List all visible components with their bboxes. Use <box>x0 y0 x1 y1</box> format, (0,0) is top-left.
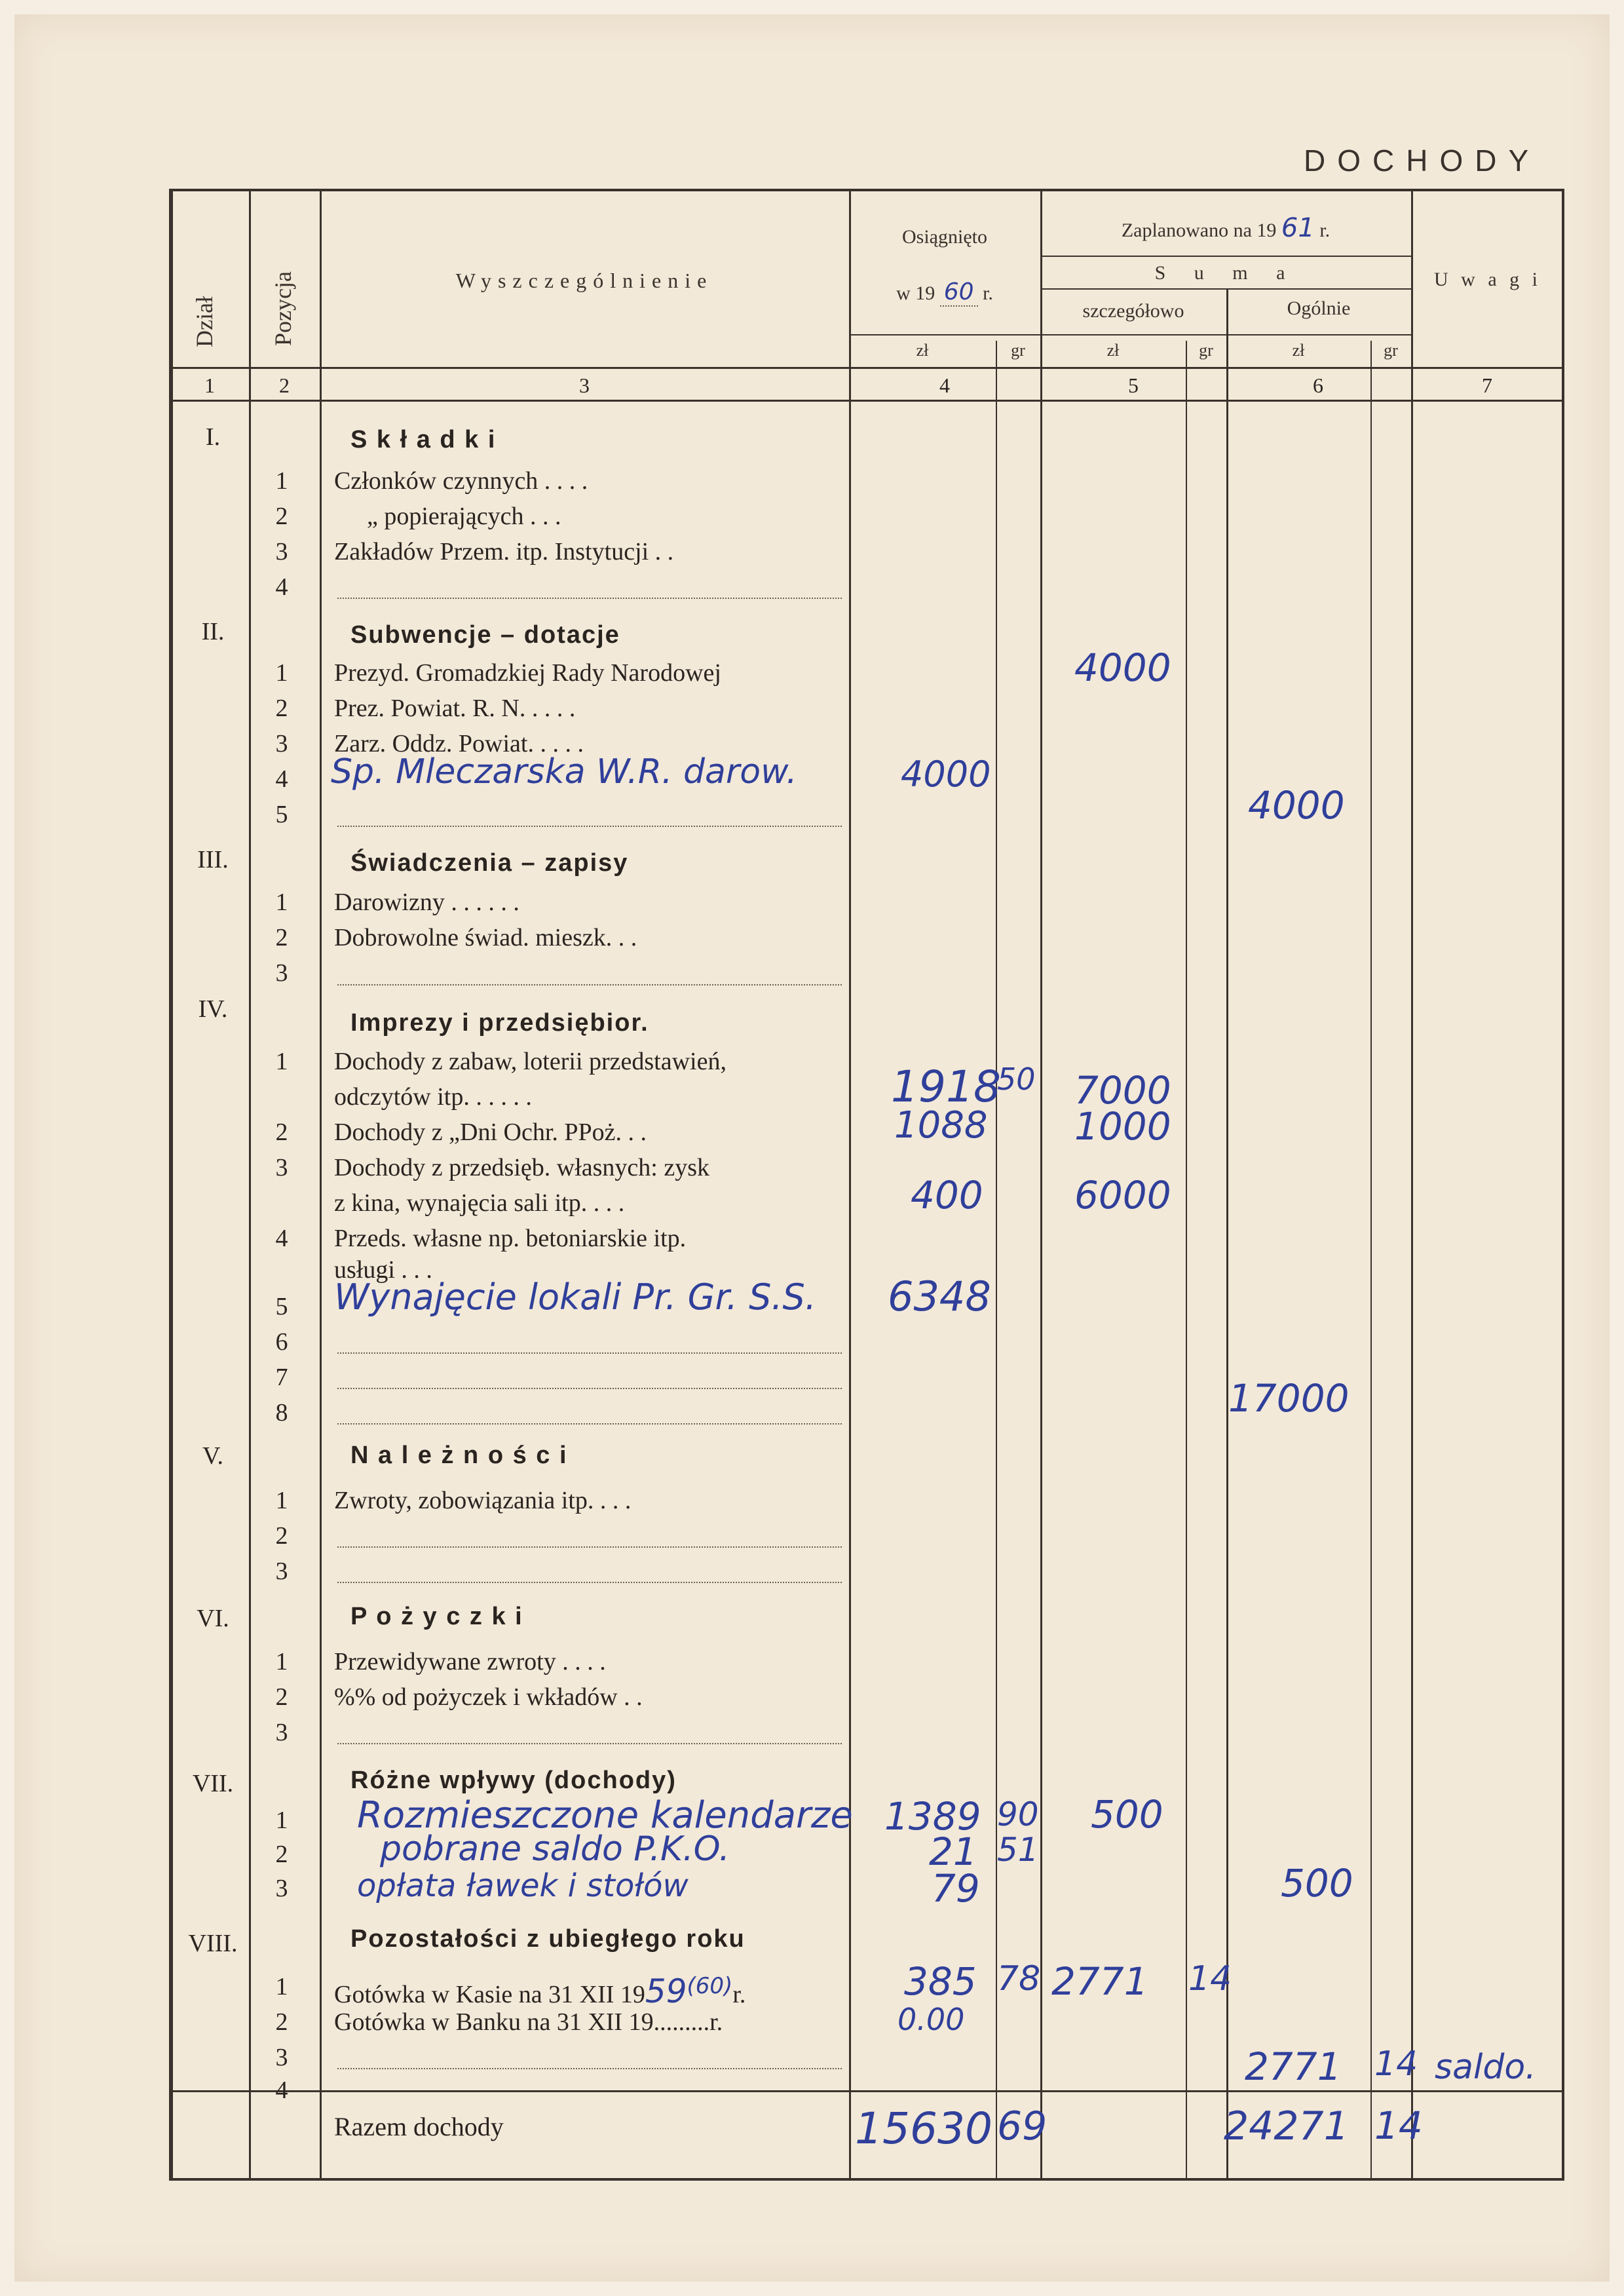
handwritten-vii2-osiagnieto-zl: 21 <box>929 1829 977 1874</box>
handwritten-iv5-description: Wynajęcie lokali Pr. Gr. S.S. <box>334 1276 816 1318</box>
handwritten-vii2-description: pobrane saldo P.K.O. <box>380 1829 730 1869</box>
row-description-text: Gotówka w Kasie na 31 XII 19 <box>334 1981 645 2008</box>
handwritten-iv5-osiagnieto: 6348 <box>888 1272 991 1320</box>
col-number-4: 4 <box>939 373 950 397</box>
row-description: Zarz. Oddz. Powiat. . . . . <box>334 730 584 757</box>
header-wyszczegolnienie: Wyszczególnienie <box>455 269 713 292</box>
unit-zl-4: zł <box>916 341 929 360</box>
osiagnieto-year-suffix: r. <box>983 282 993 304</box>
unit-gr-6: gr <box>1384 341 1398 360</box>
zaplanowano-year: 61 <box>1281 213 1315 243</box>
handwritten-iv1-plan: 7000 <box>1074 1068 1171 1113</box>
position-number: 1 <box>275 1648 288 1675</box>
position-number: 4 <box>275 765 288 793</box>
handwritten-viii1-plan-zl: 2771 <box>1051 1959 1148 2004</box>
row-description: „ popierających . . . <box>367 503 561 530</box>
row-description: Prezyd. Gromadzkiej Rady Narodowej <box>334 659 721 687</box>
handwritten-vii1-description: Rozmieszczone kalendarze <box>357 1794 853 1837</box>
dotted-line <box>337 1352 842 1354</box>
section-title: Różne wpływy (dochody) <box>350 1767 677 1794</box>
section-number: II. <box>201 618 225 645</box>
handwritten-vii1-osiagnieto-zl: 1389 <box>884 1794 981 1839</box>
handwritten-viii4-uwagi: saldo. <box>1435 2048 1536 2087</box>
row-description: Dochody z zabaw, loterii przedstawień, <box>334 1048 727 1075</box>
header-zaplanowano-row <box>1040 213 1411 243</box>
header-line-suma <box>1040 288 1411 290</box>
year-suffix: r. <box>732 1981 746 2008</box>
col-divider-2 <box>320 189 322 2181</box>
header-uwagi: U w a g i <box>1434 269 1541 290</box>
position-number: 7 <box>275 1364 288 1391</box>
dotted-line <box>337 1546 842 1548</box>
position-number: 2 <box>275 1119 288 1146</box>
row-description: Zakładów Przem. itp. Instytucji . . <box>334 538 674 565</box>
position-number: 6 <box>275 1328 288 1356</box>
position-number: 1 <box>275 467 288 495</box>
position-number: 3 <box>275 2044 288 2071</box>
section-title: Imprezy i przedsiębior. <box>350 1009 649 1037</box>
total-label: Razem dochody <box>334 2112 504 2141</box>
section-number: VI. <box>197 1605 229 1632</box>
col-divider-5 <box>1226 288 1228 2181</box>
unit-zl-6: zł <box>1292 341 1305 360</box>
handwritten-viii4-ogolnie-gr: 14 <box>1374 2044 1418 2084</box>
row-description: Zwroty, zobowiązania itp. . . . <box>334 1487 632 1514</box>
position-number: 2 <box>275 1522 288 1550</box>
handwritten-viii1-osiagnieto-zl: 385 <box>904 1959 977 2004</box>
position-number: 3 <box>275 959 288 987</box>
handwritten-year: 59 <box>645 1972 687 2010</box>
position-number: 4 <box>275 1225 288 1252</box>
handwritten-total-ogolnie-zl: 24271 <box>1224 2103 1349 2149</box>
header-dzial: Dział <box>191 296 217 347</box>
position-number: 1 <box>275 659 288 687</box>
header-line-bottom <box>169 400 1564 402</box>
col-number-1: 1 <box>204 373 215 397</box>
position-number: 2 <box>275 503 288 530</box>
handwritten-viii1-osiagnieto-gr: 78 <box>997 1959 1041 1999</box>
row-description: odczytów itp. . . . . . <box>334 1083 532 1111</box>
handwritten-viii4-ogolnie-zl: 2771 <box>1245 2044 1342 2089</box>
row-description: Darowizny . . . . . . <box>334 889 519 916</box>
position-number: 1 <box>275 1973 288 2000</box>
row-description: Dobrowolne świad. mieszk. . . <box>334 924 637 951</box>
handwritten-ii1-plan: 4000 <box>1074 645 1171 690</box>
position-number: 4 <box>275 2076 288 2104</box>
zaplanowano-year-suffix: r. <box>1319 220 1331 241</box>
header-osiagnieto: Osiągnięto <box>902 226 987 248</box>
header-line-zaplanowano <box>1040 256 1411 257</box>
section-title: S k ł a d k i <box>350 426 497 453</box>
handwritten-iv2-osiagnieto: 1088 <box>894 1104 988 1147</box>
dotted-line <box>337 1388 842 1389</box>
section-title: N a l e ż n o ś c i <box>350 1442 568 1469</box>
position-number: 3 <box>275 1558 288 1585</box>
col-divider-3b <box>996 341 997 2181</box>
section-number: IV. <box>198 995 228 1023</box>
handwritten-year-alt: (60) <box>687 1973 733 2000</box>
header-szczegolowo: szczegółowo <box>1082 300 1184 322</box>
row-description: Gotówka w Banku na 31 XII 19.........r. <box>334 2008 723 2036</box>
header-osiagnieto-year-row <box>849 278 1040 305</box>
handwritten-viii1-plan-gr: 14 <box>1188 1959 1232 1999</box>
dotted-line <box>337 1743 842 1744</box>
position-number: 1 <box>275 889 288 916</box>
position-number: 3 <box>275 1154 288 1181</box>
col-number-3: 3 <box>579 373 590 397</box>
section-title: Pozostałości z ubiegłego roku <box>350 1925 746 1953</box>
unit-zl-5: zł <box>1106 341 1120 360</box>
dotted-line <box>337 984 842 985</box>
row-description: Przewidywane zwroty . . . . <box>334 1648 606 1675</box>
handwritten-ii4-description: Sp. Mleczarska W.R. darow. <box>331 752 797 792</box>
osiagnieto-year-prefix: w 19 <box>896 282 935 304</box>
row-description: Prez. Powiat. R. N. . . . . <box>334 695 576 722</box>
header-line-zl <box>849 334 1411 335</box>
header-zaplanowano: Zaplanowano na 19 <box>1121 220 1277 241</box>
handwritten-ii-ogolnie: 4000 <box>1248 783 1345 828</box>
handwritten-iv1-osiagnieto-gr: 50 <box>997 1062 1036 1097</box>
position-number: 5 <box>275 1293 288 1320</box>
handwritten-vii2-osiagnieto-gr: 51 <box>997 1831 1039 1869</box>
handwritten-vii1-plan: 500 <box>1091 1792 1163 1837</box>
col-number-7: 7 <box>1482 373 1492 397</box>
position-number: 3 <box>275 1875 288 1902</box>
header-ogolnie: Ogólnie <box>1287 297 1351 319</box>
section-number: III. <box>197 846 229 873</box>
osiagnieto-year: 60 <box>940 278 978 307</box>
header-line-numbers <box>169 367 1564 369</box>
position-number: 1 <box>275 1487 288 1514</box>
handwritten-iv3-osiagnieto: 400 <box>911 1173 983 1217</box>
section-number: VIII. <box>188 1930 238 1957</box>
row-description <box>334 1972 746 2010</box>
col-divider-4b <box>1186 341 1187 2181</box>
row-description: Członków czynnych . . . . <box>334 467 588 495</box>
section-number: V. <box>202 1442 224 1470</box>
header-suma: S u m a <box>1154 262 1297 284</box>
unit-gr-4: gr <box>1011 341 1025 360</box>
total-line <box>169 2090 1564 2092</box>
position-number: 2 <box>275 1683 288 1711</box>
handwritten-ii4-osiagnieto: 4000 <box>901 754 991 795</box>
handwritten-vii3-osiagnieto: 79 <box>932 1866 980 1911</box>
handwritten-vii3-description: opłata ławek i stołów <box>357 1867 689 1904</box>
page-title: DOCHODY <box>1304 144 1541 178</box>
section-number: VII. <box>192 1770 234 1797</box>
col-divider-3 <box>849 189 851 2181</box>
row-description: %% od pożyczek i wkładów . . <box>334 1683 643 1711</box>
dotted-line <box>337 826 842 827</box>
header-pozycja: Pozycja <box>270 271 296 346</box>
position-number: 2 <box>275 695 288 722</box>
unit-gr-5: gr <box>1199 341 1213 360</box>
position-number: 2 <box>275 1841 288 1868</box>
row-description: Dochody z „Dni Ochr. PPoż. . . <box>334 1119 647 1146</box>
position-number: 3 <box>275 538 288 565</box>
handwritten-total-osiagnieto-zl: 15630 <box>855 2103 992 2154</box>
position-number: 3 <box>275 1719 288 1746</box>
col-divider-4 <box>1040 189 1042 2181</box>
col-divider-1 <box>249 189 251 2181</box>
col-divider-5b <box>1370 341 1372 2181</box>
position-number: 3 <box>275 730 288 757</box>
col-divider-6 <box>1411 189 1413 2181</box>
handwritten-total-ogolnie-gr: 14 <box>1374 2103 1423 2148</box>
handwritten-iv2-plan: 1000 <box>1074 1104 1171 1149</box>
position-number: 5 <box>275 801 288 828</box>
handwritten-iv3-plan: 6000 <box>1074 1173 1171 1217</box>
position-number: 1 <box>275 1048 288 1075</box>
dotted-line <box>337 598 842 599</box>
handwritten-total-osiagnieto-gr: 69 <box>997 2103 1048 2149</box>
position-number: 2 <box>275 2008 288 2036</box>
section-title: P o ż y c z k i <box>350 1603 523 1630</box>
dotted-line <box>337 1582 842 1583</box>
row-description: Dochody z przedsięb. własnych: zysk <box>334 1154 710 1181</box>
section-number: I. <box>205 423 221 451</box>
dotted-line <box>337 1423 842 1425</box>
handwritten-iv-ogolnie: 17000 <box>1228 1376 1350 1421</box>
col-number-6: 6 <box>1313 373 1323 397</box>
col-number-2: 2 <box>279 373 290 397</box>
section-title: Świadczenia – zapisy <box>350 849 629 877</box>
handwritten-vii-ogolnie: 500 <box>1281 1861 1353 1905</box>
handwritten-vii1-osiagnieto-gr: 90 <box>997 1795 1039 1833</box>
position-number: 1 <box>275 1807 288 1834</box>
dotted-line <box>337 2068 842 2069</box>
position-number: 2 <box>275 924 288 951</box>
row-description: z kina, wynajęcia sali itp. . . . <box>334 1189 625 1217</box>
section-title: Subwencje – dotacje <box>350 621 620 649</box>
row-description: Przeds. własne np. betoniarskie itp. <box>334 1225 687 1252</box>
position-number: 8 <box>275 1399 288 1426</box>
handwritten-viii2-osiagnieto: 0.00 <box>897 2002 965 2037</box>
row-description: usługi . . . <box>334 1256 432 1284</box>
col-number-5: 5 <box>1128 373 1139 397</box>
position-number: 4 <box>275 573 288 601</box>
handwritten-iv1-osiagnieto-zl: 1918 <box>891 1062 1001 1112</box>
